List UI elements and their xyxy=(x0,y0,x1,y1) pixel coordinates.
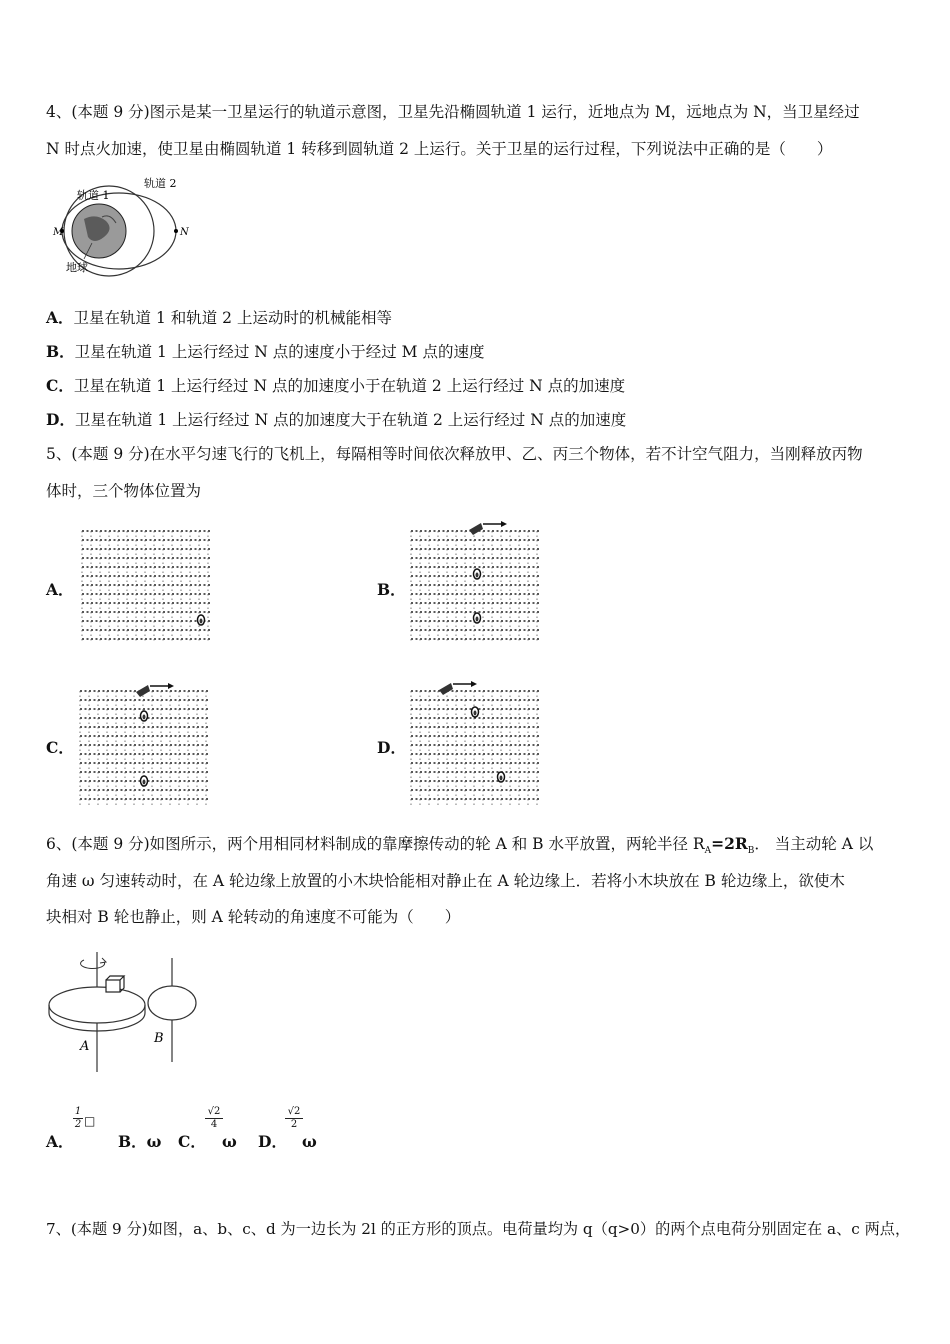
q5-option-a-label[interactable]: A． xyxy=(46,580,74,599)
point-M-label: M xyxy=(53,227,64,238)
q6-stem-text: 6、(本题 9 分)如图所示，两个用相同材料制成的靠摩擦传动的轮 A 和 B 水平放置，两轮半径 R xyxy=(46,835,705,853)
falling-object-core xyxy=(476,617,479,622)
numerator: 1 xyxy=(74,1106,82,1117)
rotation-arrowhead xyxy=(100,958,106,963)
q6-option-d[interactable] xyxy=(258,1131,287,1153)
option-letter: B． xyxy=(118,1132,147,1151)
q4-option-a[interactable] xyxy=(46,307,392,329)
q6-option-b[interactable] xyxy=(118,1131,161,1153)
earth-label: 地球 xyxy=(66,261,88,274)
wheel-a-label: A xyxy=(80,1039,90,1054)
falling-object-core xyxy=(476,573,479,578)
q6-sub-a: A xyxy=(704,846,712,857)
option-letter: A． xyxy=(46,308,74,327)
q5-option-d-label[interactable]: D． xyxy=(377,738,406,757)
point-N-dot xyxy=(174,229,178,233)
wooden-block xyxy=(106,980,120,992)
wheel-a-top xyxy=(49,987,145,1023)
wheel-b-label: B xyxy=(154,1031,164,1046)
airplane-icon xyxy=(469,523,483,535)
velocity-arrowhead xyxy=(471,681,477,687)
falling-object-core xyxy=(500,776,503,781)
q5-figure-b xyxy=(409,515,544,645)
q5-stem-line2: 体时，三个物体位置为 xyxy=(46,482,202,500)
falling-object-core xyxy=(200,619,203,624)
option-text: ω xyxy=(146,1132,162,1151)
option-letter: D． xyxy=(46,410,75,429)
q6-option-a-tail: □ xyxy=(84,1114,96,1128)
q5-figure-c xyxy=(78,675,213,807)
q6-option-c[interactable] xyxy=(178,1131,206,1153)
denominator: 4 xyxy=(210,1119,218,1130)
option-letter: C． xyxy=(46,376,74,395)
q4-stem-line2: N 时点火加速，使卫星由椭圆轨道 1 转移到圆轨道 2 上运行。关于卫星的运行过程，下列说法中正确的是（ ） xyxy=(46,140,833,158)
option-letter: A． xyxy=(46,1132,74,1151)
denominator: 2 xyxy=(74,1119,82,1130)
dotted-grid xyxy=(80,691,209,805)
q6-option-d-fraction xyxy=(285,1107,303,1130)
numerator: √2 xyxy=(207,1106,221,1117)
q6-stem-tail: ． 当主动轮 A 以 xyxy=(754,835,874,853)
option-text: 卫星在轨道 1 上运行经过 N 点的加速度小于在轨道 2 上运行经过 N 点的加速度 xyxy=(73,377,626,395)
falling-object-core xyxy=(143,780,146,785)
airplane-icon xyxy=(439,683,453,695)
option-letter: B． xyxy=(46,342,75,361)
q6-option-a[interactable] xyxy=(46,1131,74,1153)
velocity-arrowhead xyxy=(168,683,174,689)
option-letter: D． xyxy=(258,1132,287,1151)
q6-option-c-tail: ω xyxy=(222,1132,237,1151)
q6-sub-b: B xyxy=(747,846,755,857)
falling-object-core xyxy=(143,715,146,720)
q5-figure-d xyxy=(409,675,544,807)
q6-option-c-fraction xyxy=(205,1107,223,1130)
q6-option-a-fraction xyxy=(73,1107,83,1130)
option-letter: C． xyxy=(178,1132,206,1151)
q5-option-b-label[interactable]: B． xyxy=(377,580,406,599)
orbit-1-label: 轨道 1 xyxy=(77,189,110,202)
q5-option-c-label[interactable]: C． xyxy=(46,738,74,757)
q4-option-b[interactable] xyxy=(46,341,484,363)
numerator: √2 xyxy=(287,1106,301,1117)
wheels-figure xyxy=(44,950,204,1075)
velocity-arrowhead xyxy=(501,521,507,527)
q4-option-c[interactable] xyxy=(46,375,625,397)
rotation-arrow xyxy=(81,960,105,969)
q6-option-d-tail: ω xyxy=(302,1132,317,1151)
option-text: 卫星在轨道 1 上运行经过 N 点的加速度大于在轨道 2 上运行经过 N 点的加速度 xyxy=(74,411,627,429)
q6-stem-line1 xyxy=(46,833,873,862)
q5-figure-a xyxy=(80,515,215,645)
option-text: 卫星在轨道 1 上运行经过 N 点的速度小于经过 M 点的速度 xyxy=(74,343,485,361)
q4-stem-line1: 4、(本题 9 分)图示是某一卫星运行的轨道示意图，卫星先沿椭圆轨道 1 运行，近地点为 M，远地点为 N，当卫星经过 xyxy=(46,103,860,121)
q7-stem-line1: 7、(本题 9 分)如图，a、b、c、d 为一边长为 2l 的正方形的顶点。电荷量均为 q（q>0）的两个点电荷分别固定在 a、c 两点， xyxy=(46,1220,911,1238)
q4-option-d[interactable] xyxy=(46,409,626,431)
orbit-2-label: 轨道 2 xyxy=(144,177,177,190)
q6-stem-line2: 角速 ω 匀速转动时，在 A 轮边缘上放置的小木块恰能相对静止在 A 轮边缘上．若将小木块放在 B 轮边缘上，欲使木 xyxy=(46,872,845,890)
q6-stem-line3: 块相对 B 轮也静止，则 A 轮转动的角速度不可能为（ ） xyxy=(46,908,461,926)
q5-stem-line1: 5、(本题 9 分)在水平匀速飞行的飞机上，每隔相等时间依次释放甲、乙、丙三个物体，若不计空气阻力，当刚释放丙物 xyxy=(46,445,863,463)
dotted-grid xyxy=(411,531,540,643)
airplane-icon xyxy=(136,685,150,697)
wheel-b xyxy=(148,986,196,1020)
option-text: 卫星在轨道 1 和轨道 2 上运动时的机械能相等 xyxy=(73,309,392,327)
orbit-figure xyxy=(44,173,194,277)
point-N-label: N xyxy=(180,227,189,238)
denominator: 2 xyxy=(290,1119,298,1130)
dotted-grid xyxy=(82,531,211,643)
falling-object-core xyxy=(474,711,477,716)
q6-eq-mid: =2R xyxy=(711,834,748,853)
